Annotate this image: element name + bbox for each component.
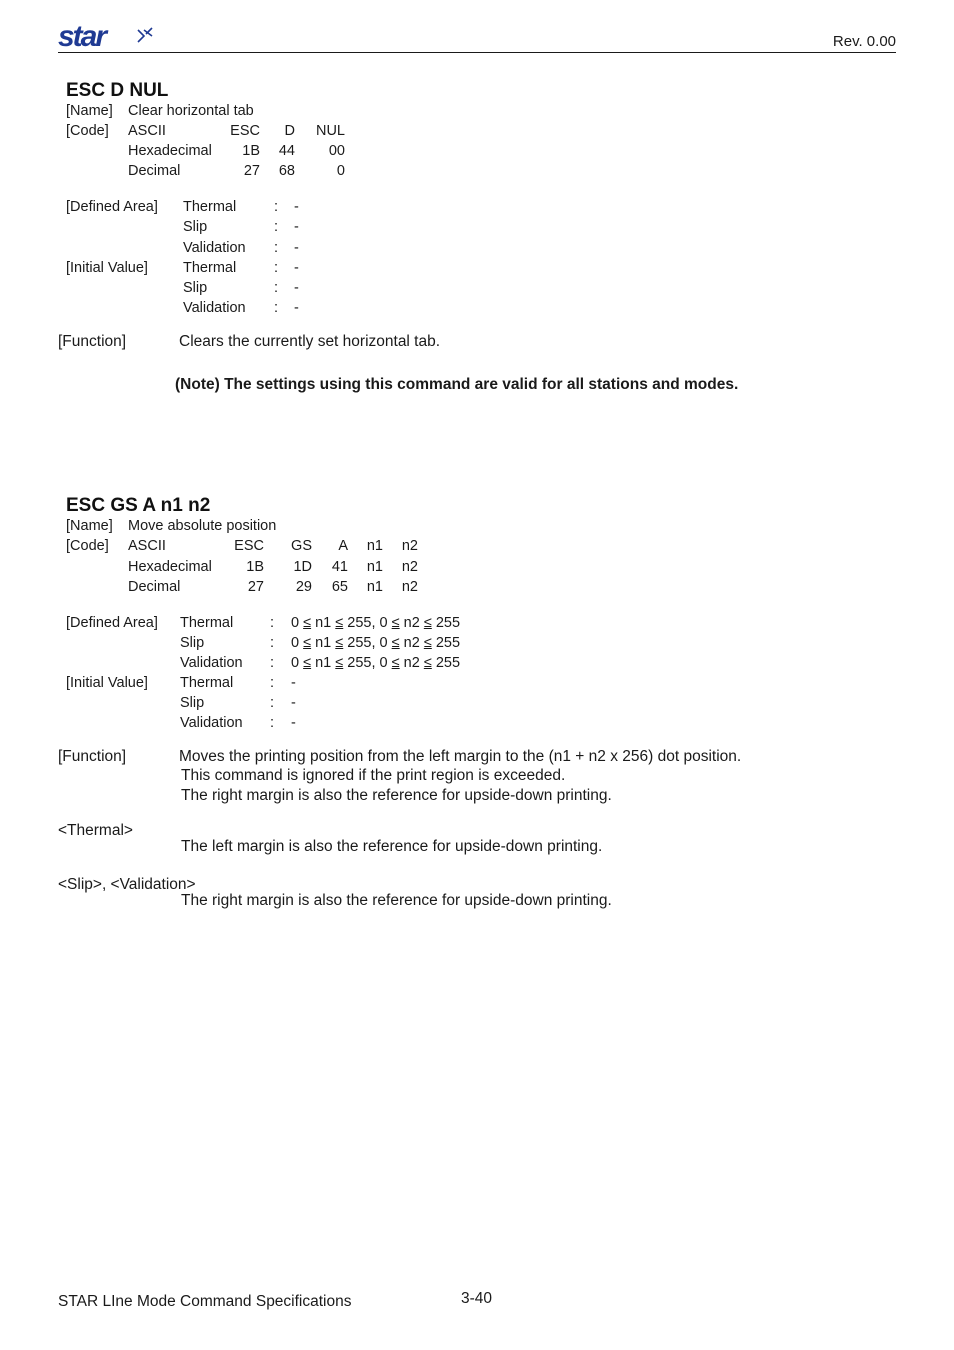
- cmd2-sep: :: [270, 655, 275, 671]
- page-number: 3-40: [461, 1290, 493, 1307]
- cmd1-code-cell: 68: [278, 163, 295, 179]
- cmd2-code-cell: 65: [331, 579, 348, 595]
- cmd1-code-cell: 44: [278, 143, 295, 159]
- cmd1-value: -: [294, 260, 299, 276]
- cmd1-code-cell: NUL: [315, 123, 345, 139]
- cmd2-code-cell: n2: [401, 538, 418, 554]
- cmd2-sep: :: [270, 695, 275, 711]
- footer-title: STAR LIne Mode Command Specifications: [58, 1293, 352, 1310]
- cmd2-station: Validation: [180, 655, 243, 671]
- cmd2-initial-label: [Initial Value]: [66, 675, 148, 691]
- cmd2-code-row-label: ASCII: [128, 538, 166, 554]
- cmd2-title: ESC GS A n1 n2: [66, 495, 211, 516]
- cmd2-range: 0 ≤ n1 ≤ 255, 0 ≤ n2 ≤ 255: [291, 615, 461, 631]
- cmd2-code-cell: n2: [401, 579, 418, 595]
- cmd1-value: -: [294, 199, 299, 215]
- cmd2-code-cell: n2: [401, 559, 418, 575]
- cmd1-code-label: [Code]: [66, 123, 109, 139]
- cmd2-code-cell: n1: [366, 579, 383, 595]
- cmd1-code-row-label: ASCII: [128, 123, 166, 139]
- cmd1-title: ESC D NUL: [66, 80, 169, 101]
- cmd2-range: 0 ≤ n1 ≤ 255, 0 ≤ n2 ≤ 255: [291, 635, 461, 651]
- cmd2-station: Thermal: [180, 615, 234, 631]
- cmd1-code-row-label: Hexadecimal: [128, 143, 212, 159]
- cmd2-code-cell: 41: [331, 559, 348, 575]
- cmd1-sep: :: [274, 260, 279, 276]
- cmd2-value: -: [291, 675, 296, 691]
- cmd1-code-row-label: Decimal: [128, 163, 181, 179]
- cmd2-sep: :: [270, 715, 275, 731]
- svg-text:star: star: [58, 22, 106, 52]
- cmd2-function-line: This command is ignored if the print region is exceeded.: [181, 767, 566, 784]
- cmd2-code-cell: 27: [247, 579, 264, 595]
- revision-label: Rev. 0.00: [832, 33, 896, 50]
- cmd1-station: Slip: [183, 280, 208, 296]
- cmd2-name-value: Move absolute position: [128, 518, 277, 534]
- cmd2-station: Slip: [180, 635, 205, 651]
- cmd2-code-cell: GS: [291, 538, 312, 554]
- header-rule: [58, 52, 896, 53]
- cmd1-value: -: [294, 280, 299, 296]
- cmd1-sep: :: [274, 300, 279, 316]
- cmd1-name-label: [Name]: [66, 103, 113, 119]
- cmd2-code-cell: 29: [295, 579, 312, 595]
- cmd2-station: Validation: [180, 715, 243, 731]
- cmd1-initial-label: [Initial Value]: [66, 260, 148, 276]
- cmd2-thermal-label: <Thermal>: [58, 822, 133, 839]
- cmd2-value: -: [291, 715, 296, 731]
- cmd2-range: 0 ≤ n1 ≤ 255, 0 ≤ n2 ≤ 255: [291, 655, 461, 671]
- cmd1-code-cell: D: [284, 123, 295, 139]
- cmd1-code-cell: ESC: [230, 123, 260, 139]
- cmd2-thermal-text: The left margin is also the reference for upside-down printing.: [181, 838, 603, 855]
- cmd2-sep: :: [270, 615, 275, 631]
- cmd1-station: Thermal: [183, 260, 237, 276]
- cmd1-defined-label: [Defined Area]: [66, 199, 158, 215]
- cmd1-code-cell: 27: [243, 163, 260, 179]
- cmd2-code-cell: n1: [366, 538, 383, 554]
- cmd1-sep: :: [274, 240, 279, 256]
- cmd1-code-cell: 00: [328, 143, 345, 159]
- cmd2-sep: :: [270, 675, 275, 691]
- cmd1-sep: :: [274, 280, 279, 296]
- cmd1-value: -: [294, 240, 299, 256]
- cmd2-function-line: Moves the printing position from the left margin to the (n1 + n2 x 256) dot position.: [179, 748, 742, 765]
- cmd1-code-cell: 1B: [242, 143, 260, 159]
- cmd1-sep: :: [274, 219, 279, 235]
- cmd2-sep: :: [270, 635, 275, 651]
- cmd2-station: Slip: [180, 695, 205, 711]
- cmd2-code-cell: ESC: [234, 538, 264, 554]
- cmd1-station: Validation: [183, 240, 246, 256]
- cmd1-value: -: [294, 300, 299, 316]
- cmd1-value: -: [294, 219, 299, 235]
- cmd1-code-cell: 0: [336, 163, 345, 179]
- cmd2-code-row-label: Hexadecimal: [128, 559, 212, 575]
- cmd1-station: Thermal: [183, 199, 237, 215]
- cmd2-code-cell: A: [338, 538, 348, 554]
- cmd2-function-line: The right margin is also the reference for upside-down printing.: [181, 787, 612, 804]
- cmd1-function-label: [Function]: [58, 333, 127, 350]
- cmd2-station: Thermal: [180, 675, 234, 691]
- cmd2-value: -: [291, 695, 296, 711]
- cmd2-slip-text: The right margin is also the reference for upside-down printing.: [181, 892, 612, 909]
- cmd1-sep: :: [274, 199, 279, 215]
- cmd2-slip-label: <Slip>, <Validation>: [58, 876, 196, 893]
- cmd2-name-label: [Name]: [66, 518, 113, 534]
- cmd1-station: Validation: [183, 300, 246, 316]
- cmd2-code-cell: 1B: [246, 559, 264, 575]
- cmd2-code-label: [Code]: [66, 538, 109, 554]
- cmd1-name-value: Clear horizontal tab: [128, 103, 254, 119]
- cmd1-function-text: Clears the currently set horizontal tab.: [179, 333, 441, 350]
- cmd1-note: (Note) The settings using this command are valid for all stations and modes.: [175, 376, 739, 393]
- cmd2-code-row-label: Decimal: [128, 579, 181, 595]
- cmd2-code-cell: 1D: [293, 559, 312, 575]
- cmd2-function-label: [Function]: [58, 748, 127, 765]
- cmd2-defined-label: [Defined Area]: [66, 615, 158, 631]
- cmd1-station: Slip: [183, 219, 208, 235]
- cmd2-code-cell: n1: [366, 559, 383, 575]
